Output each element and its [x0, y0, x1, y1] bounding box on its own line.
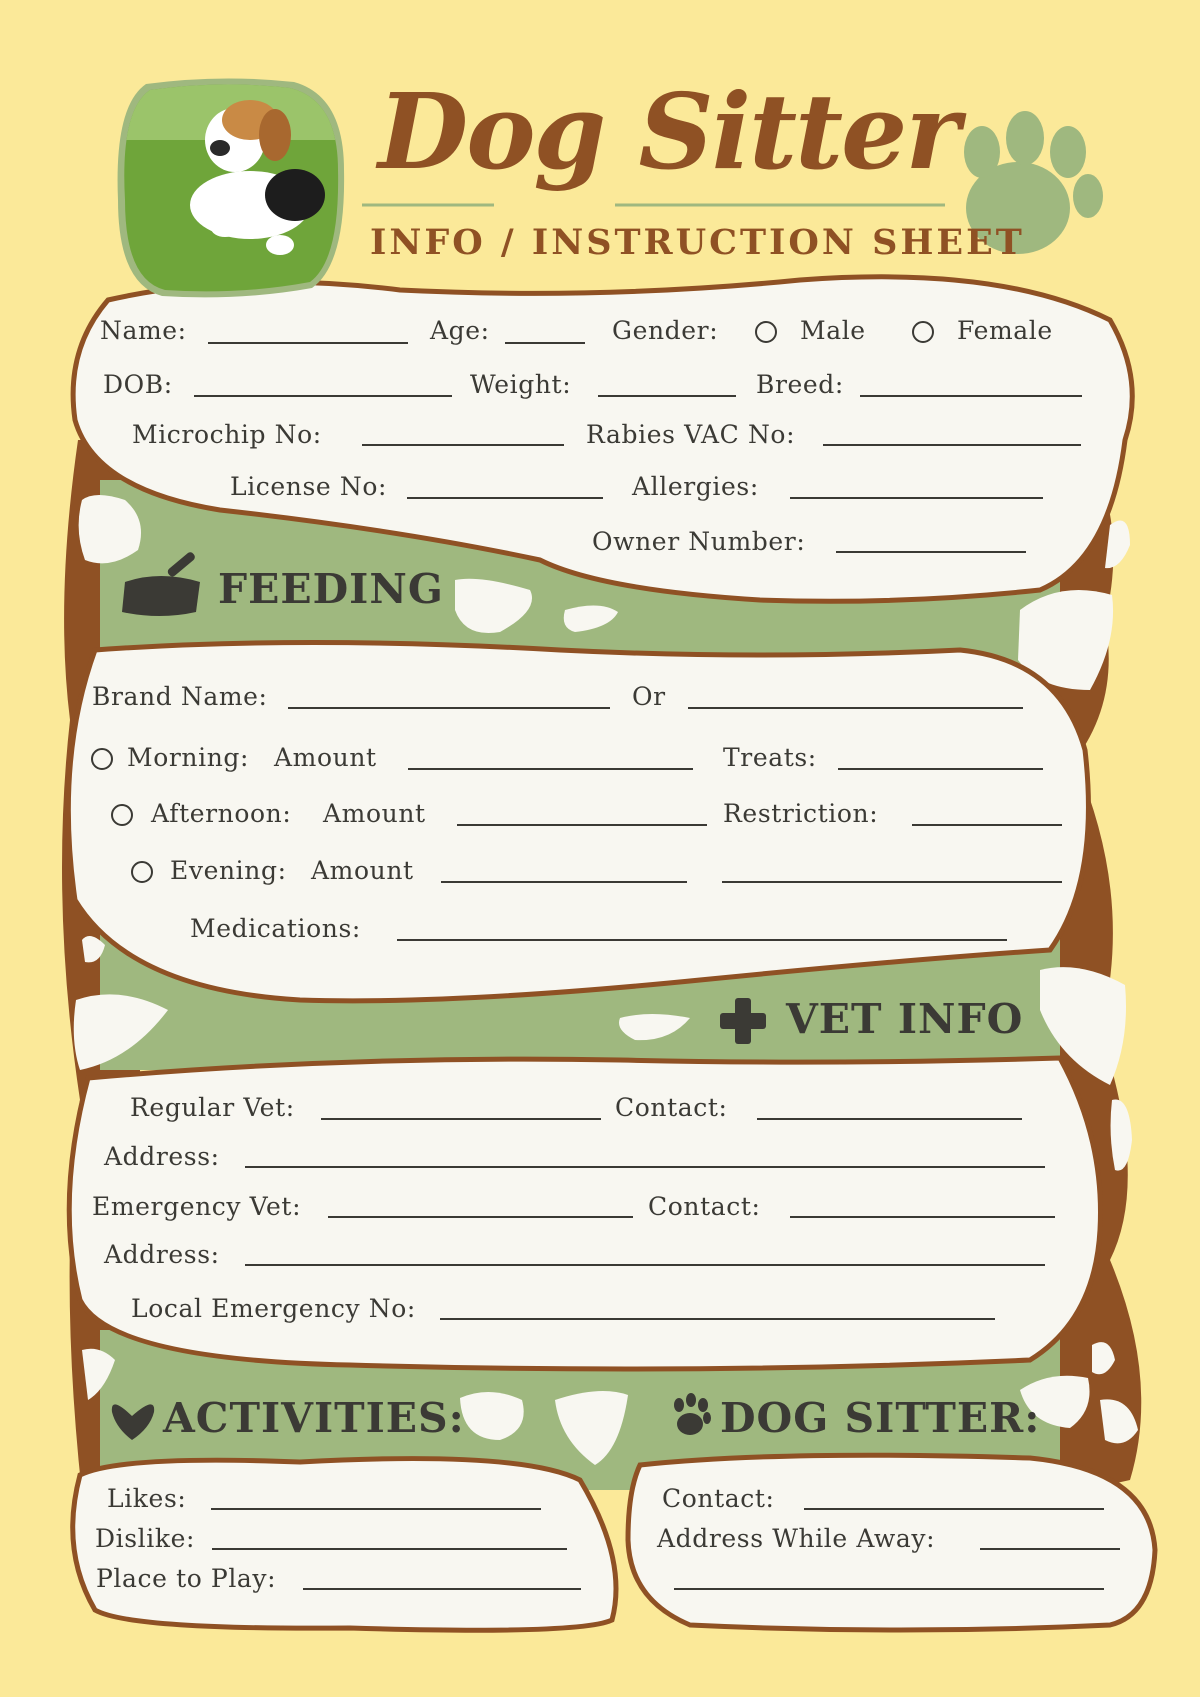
weight-label: Weight:	[470, 370, 572, 399]
or-label: Or	[632, 682, 666, 711]
restriction-label: Restriction:	[723, 799, 879, 828]
age-field[interactable]	[505, 342, 585, 344]
regular-vet-contact-field[interactable]	[757, 1118, 1022, 1120]
microchip-field[interactable]	[362, 444, 564, 446]
morning-amount-label: Amount	[274, 743, 377, 772]
male-label: Male	[800, 316, 866, 345]
evening-amount-label: Amount	[311, 856, 414, 885]
address-while-away-label: Address While Away:	[657, 1524, 936, 1553]
vet-info-heading: VET INFO	[786, 995, 1024, 1043]
microchip-label: Microchip No:	[132, 420, 322, 449]
sitter-contact-field[interactable]	[804, 1508, 1104, 1510]
rabies-label: Rabies VAC No:	[586, 420, 796, 449]
emergency-vet-contact-field[interactable]	[790, 1216, 1055, 1218]
rabies-field[interactable]	[823, 444, 1081, 446]
likes-label: Likes:	[107, 1484, 187, 1513]
allergies-field[interactable]	[790, 497, 1043, 499]
dob-label: DOB:	[103, 370, 173, 399]
feeding-heading: FEEDING	[218, 565, 444, 613]
beagle-puppy-photo	[120, 80, 350, 300]
regular-vet-contact-label: Contact:	[615, 1093, 728, 1122]
breed-label: Breed:	[756, 370, 844, 399]
activities-heading: ACTIVITIES:	[163, 1394, 465, 1442]
brand-name-field[interactable]	[288, 707, 610, 709]
treats-label: Treats:	[723, 743, 817, 772]
evening-label: Evening:	[170, 856, 287, 885]
regular-vet-address-field[interactable]	[245, 1166, 1045, 1168]
medications-label: Medications:	[190, 914, 361, 943]
female-radio[interactable]	[912, 321, 934, 343]
brand-name-label: Brand Name:	[92, 682, 268, 711]
place-to-play-field[interactable]	[303, 1588, 581, 1590]
likes-field[interactable]	[211, 1508, 541, 1510]
regular-vet-field[interactable]	[321, 1118, 601, 1120]
place-to-play-label: Place to Play:	[96, 1564, 277, 1593]
local-emergency-label: Local Emergency No:	[131, 1294, 416, 1323]
name-label: Name:	[100, 316, 187, 345]
gender-label: Gender:	[612, 316, 719, 345]
dog-sitter-heading: DOG SITTER:	[720, 1394, 1041, 1442]
morning-radio[interactable]	[91, 748, 113, 770]
morning-label: Morning:	[127, 743, 250, 772]
owner-number-label: Owner Number:	[592, 527, 806, 556]
owner-number-field[interactable]	[836, 551, 1026, 553]
evening-amount-field[interactable]	[441, 881, 687, 883]
emergency-vet-address-label: Address:	[104, 1240, 220, 1269]
emergency-vet-label: Emergency Vet:	[92, 1192, 302, 1221]
male-radio[interactable]	[755, 321, 777, 343]
emergency-vet-contact-label: Contact:	[648, 1192, 761, 1221]
restriction-extra-field[interactable]	[722, 881, 1062, 883]
emergency-vet-field[interactable]	[328, 1216, 633, 1218]
name-field[interactable]	[208, 342, 408, 344]
regular-vet-address-label: Address:	[104, 1142, 220, 1171]
evening-radio[interactable]	[131, 861, 153, 883]
afternoon-amount-field[interactable]	[457, 824, 707, 826]
afternoon-amount-label: Amount	[323, 799, 426, 828]
license-field[interactable]	[407, 497, 603, 499]
regular-vet-label: Regular Vet:	[130, 1093, 295, 1122]
restriction-field[interactable]	[912, 824, 1062, 826]
sitter-contact-label: Contact:	[662, 1484, 775, 1513]
treats-field[interactable]	[838, 768, 1043, 770]
afternoon-label: Afternoon:	[151, 799, 292, 828]
emergency-vet-address-field[interactable]	[245, 1264, 1045, 1266]
address-while-away-extra-field[interactable]	[674, 1588, 1104, 1590]
female-label: Female	[957, 316, 1053, 345]
stone-shape	[1111, 1100, 1132, 1171]
breed-field[interactable]	[860, 395, 1082, 397]
page-subtitle: INFO / INSTRUCTION SHEET	[370, 222, 1025, 263]
address-while-away-field[interactable]	[980, 1548, 1120, 1550]
afternoon-radio[interactable]	[111, 804, 133, 826]
dislike-label: Dislike:	[95, 1524, 196, 1553]
age-label: Age:	[430, 316, 490, 345]
medications-field[interactable]	[397, 939, 1007, 941]
allergies-label: Allergies:	[632, 472, 759, 501]
license-label: License No:	[230, 472, 388, 501]
dob-field[interactable]	[194, 395, 452, 397]
morning-amount-field[interactable]	[408, 768, 693, 770]
brand-alt-field[interactable]	[688, 707, 1023, 709]
dislike-field[interactable]	[212, 1548, 567, 1550]
local-emergency-field[interactable]	[440, 1318, 995, 1320]
weight-field[interactable]	[598, 395, 736, 397]
page-title: Dog Sitter	[378, 70, 959, 193]
